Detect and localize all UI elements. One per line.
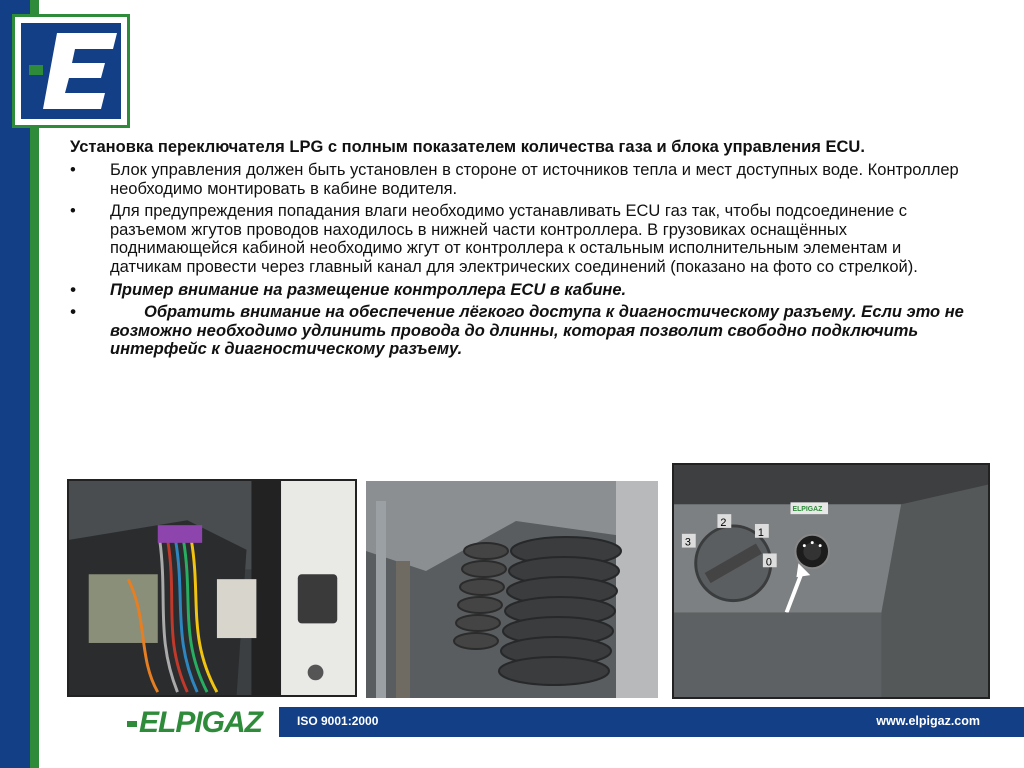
- dial-number-1: 1: [757, 526, 764, 539]
- logo-e-icon: [21, 23, 121, 119]
- dial-number-3: 3: [684, 536, 691, 549]
- photo-corrugated-hose: [366, 481, 658, 698]
- elpigaz-logo: [12, 14, 130, 128]
- photo-dashboard-switch: [672, 463, 990, 699]
- bullet-marker: •: [70, 202, 76, 221]
- list-item: [70, 281, 970, 300]
- bullet-marker: •: [70, 280, 76, 299]
- bullet-text: Для предупреждения попадания влаги необходимо устанавливать ECU газ так, чтобы подсоединение с разъемом жгутов проводов находилось в нижней части контроллера. В грузовиках оснащённых поднимающейся кабиной необходимо жгут от контроллера к остальным исполнительным элементам и датчикам провести через главный канал для электрических соединений (показано на фото со стрелкой).: [110, 202, 918, 276]
- list-item: [70, 303, 970, 359]
- photo-wiring-harness: [67, 479, 357, 697]
- bullet-text: Обратить внимание на обеспечение лёгкого доступа к диагностическому разъему. Если это не возможно необходимо удлинить провода до длинны, которая позволит свободно подключить интерфейс к диагностическому разъему.: [110, 303, 964, 359]
- switch-label: ELPIGAZ: [792, 506, 823, 514]
- footer-bar: [279, 707, 1024, 737]
- bullet-text: Пример внимание на размещение контроллера ECU в кабине.: [110, 280, 627, 299]
- list-item: [70, 161, 970, 198]
- website-link: www.elpigaz.com: [876, 714, 980, 728]
- iso-certification: ISO 9001:2000: [297, 714, 379, 728]
- footer: [39, 703, 1024, 743]
- page-title: Установка переключателя LPG с полным показателем количества газа и блока управления ECU.: [70, 138, 865, 156]
- dial-number-0: 0: [765, 556, 772, 569]
- footer-brand-logo: [127, 703, 307, 741]
- brand-name: ELPIGAZ: [139, 706, 263, 739]
- bullet-text-indent: [110, 303, 144, 321]
- bullet-marker: •: [70, 303, 76, 322]
- list-item: [70, 202, 970, 276]
- main-content: [70, 138, 970, 363]
- bullet-marker: •: [70, 161, 76, 179]
- bullet-text: Блок управления должен быть установлен в стороне от источников тепла и мест доступных воде. Контроллер необходимо монтировать в кабине водителя.: [110, 161, 959, 198]
- dial-number-2: 2: [720, 516, 727, 529]
- brand-dash-icon: [127, 721, 137, 727]
